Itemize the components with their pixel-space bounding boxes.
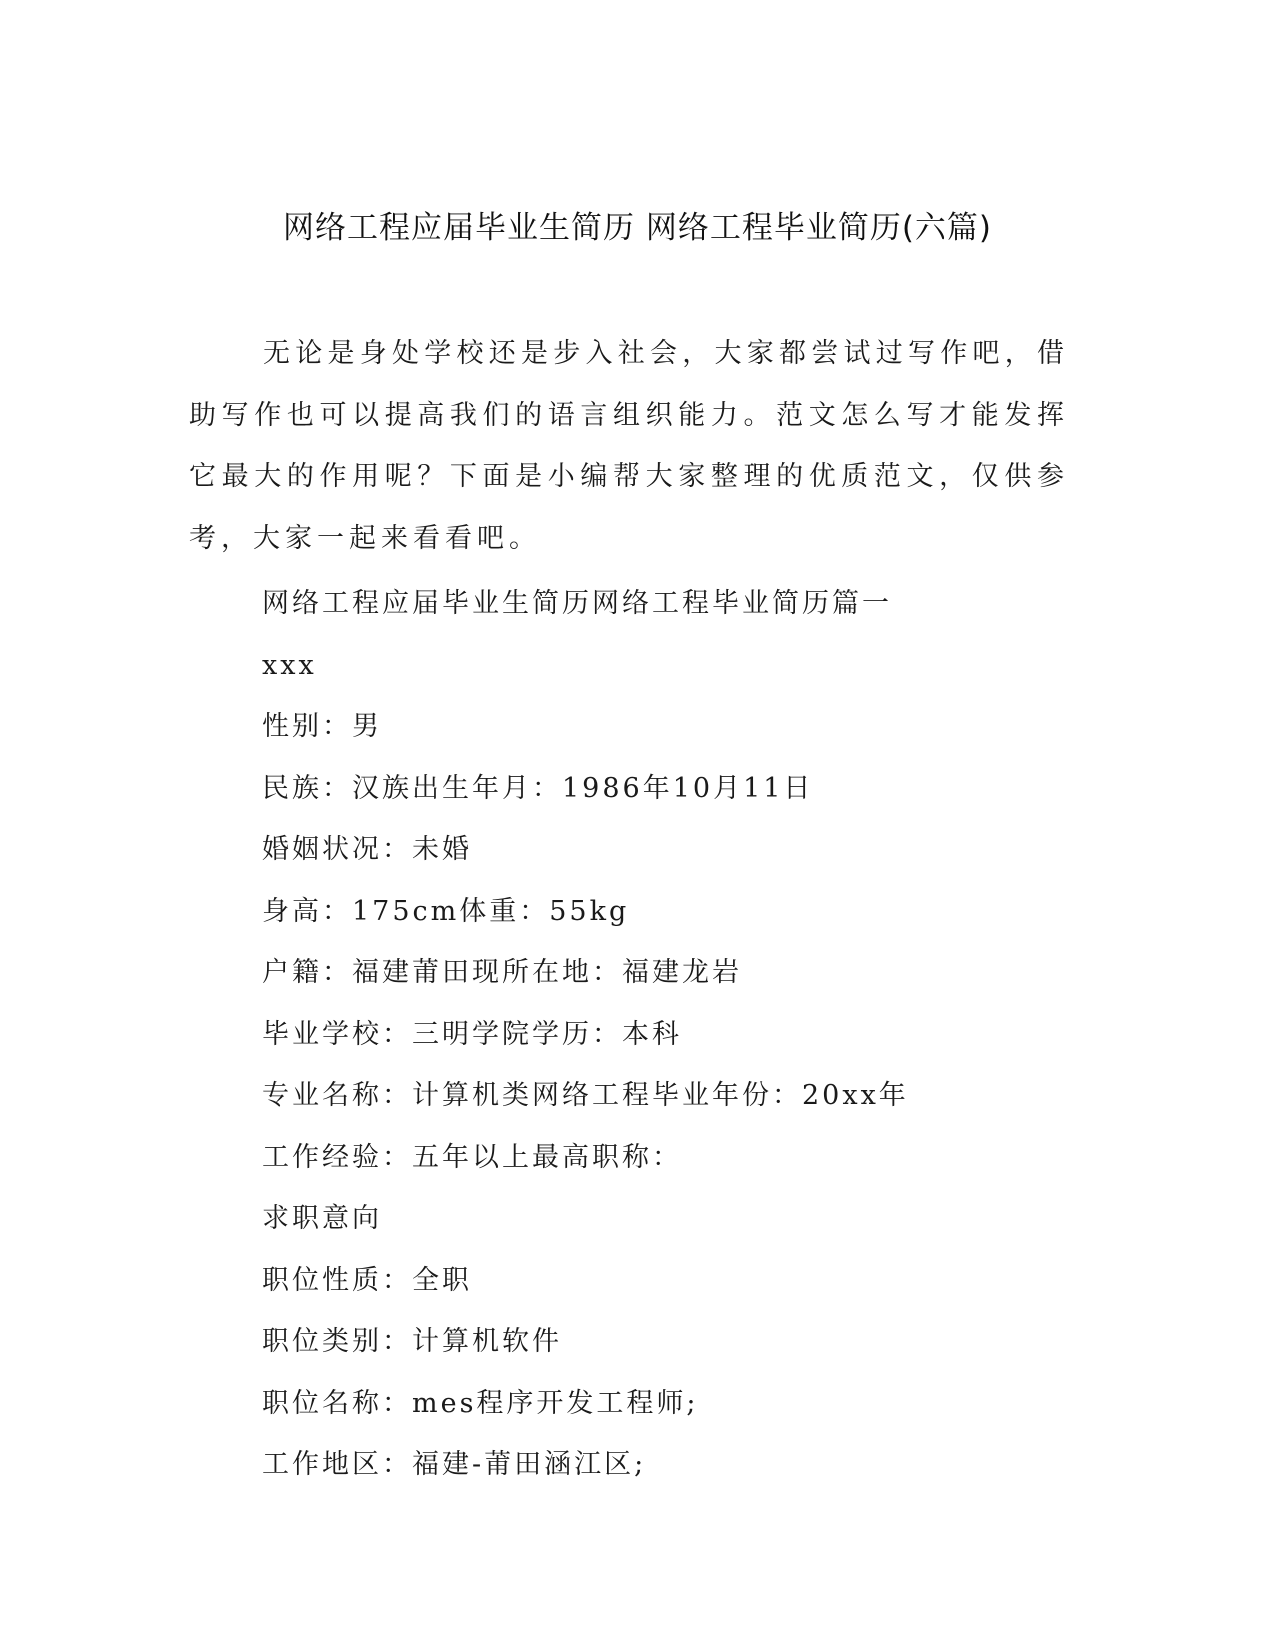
- resume-line-gender: 性别：男: [262, 711, 382, 742]
- section-heading: 网络工程应届毕业生简历网络工程毕业简历篇一: [262, 588, 892, 619]
- resume-line-work-area: 工作地区：福建-莆田涵江区;: [262, 1449, 647, 1480]
- intro-paragraph: 无论是身处学校还是步入社会，大家都尝试过写作吧，借助写作也可以提高我们的语言组织能力。范文怎么写才能发挥它最大的作用呢？下面是小编帮大家整理的优质范文，仅供参考，大家一起来看看吧。: [189, 338, 1069, 554]
- resume-line-job-title: 职位名称：mes程序开发工程师;: [262, 1387, 699, 1419]
- resume-line-height-weight: 身高：175cm体重：55kg: [262, 895, 630, 927]
- resume-lines: [262, 573, 1142, 1496]
- resume-subheading-job-intention: 求职意向: [262, 1203, 382, 1234]
- resume-line-marital-status: 婚姻状况：未婚: [262, 834, 472, 865]
- document-title: 网络工程应届毕业生简历 网络工程毕业简历(六篇): [282, 210, 993, 246]
- resume-line-experience: 工作经验：五年以上最高职称：: [262, 1141, 682, 1173]
- resume-name: xxx: [262, 649, 317, 681]
- resume-line-job-type: 职位性质：全职: [262, 1264, 472, 1296]
- resume-line-school-degree: 毕业学校：三明学院学历：本科: [262, 1018, 682, 1050]
- resume-line-residence: 户籍：福建莆田现所在地：福建龙岩: [262, 957, 742, 988]
- resume-line-ethnicity-birth: 民族：汉族出生年月：1986年10月11日: [262, 772, 814, 804]
- resume-line-job-category: 职位类别：计算机软件: [262, 1326, 562, 1357]
- resume-line-major-year: 专业名称：计算机类网络工程毕业年份：20xx年: [262, 1080, 909, 1111]
